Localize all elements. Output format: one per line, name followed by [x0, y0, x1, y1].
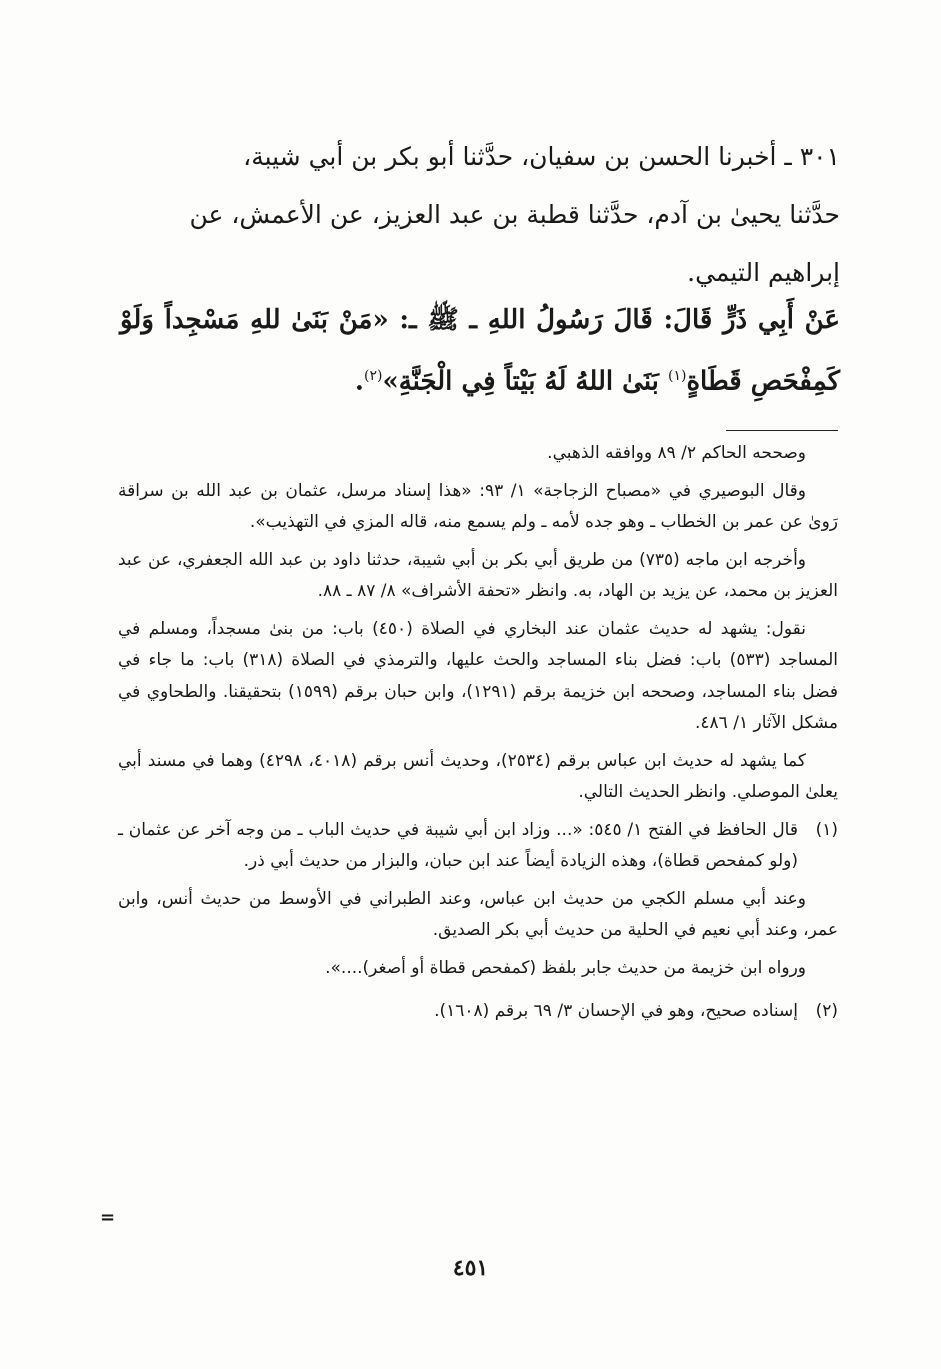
footnote-1 — [118, 815, 838, 991]
footnote-ref-2: (٢) — [363, 368, 383, 384]
page-number: ٤٥١ — [452, 1255, 489, 1281]
footnote-2-text: إسناده صحيح، وهو في الإحسان ٣/ ٦٩ برقم (١٦٠٨). — [434, 1001, 798, 1021]
chain-line-2: حدَّثنا يحيىٰ بن آدم، حدَّثنا قطبة بن عبد العزيز، عن الأعمش، عن — [189, 200, 840, 229]
footnote-1-text: قال الحافظ في الفتح ١/ ٥٤٥: «... وزاد ابن أبي شيبة في حديث الباب ـ من وجه آخر عن عثمان ـ (ولو كمفحص قطاة)، وهذه الزيادة أيضاً عند ابن حبان، والبزار من حديث أبي ذر. — [118, 819, 798, 871]
hadith-chain — [120, 128, 840, 302]
footnote-paragraph: وصححه الحاكم ٢/ ٨٩ ووافقه الذهبي. — [547, 443, 806, 463]
footnote-paragraph: نقول: يشهد له حديث عثمان عند البخاري في الصلاة (٤٥٠) باب: من بنىٰ مسجداً، ومسلم في المساجد (٥٣٣) باب: فضل بناء المساجد والحث عليها، والترمذي في الصلاة (٣١٨) باب: ما جاء في فضل بناء المساجد، وصححه ابن خزيمة برقم (١٢٩١)، وابن حبان برقم (١٥٩٩) بتحقيقنا. والطحاوي في مشكل الآثار ١/ ٤٨٦. — [118, 618, 839, 733]
footnote-1-text: وعند أبي مسلم الكجي من حديث ابن عباس، وعند الطبراني في الأوسط من حديث أنس، وابن عمر، وعند أبي نعيم في الحلية من حديث أبي بكر الصديق. — [118, 888, 838, 940]
continuation-mark: = — [100, 1207, 116, 1228]
hadith-end-mark: . — [354, 366, 364, 397]
footnote-2-marker: (٢) — [815, 1001, 838, 1021]
hadith-body-end: بَنَىٰ اللهُ لَهُ بَيْتاً فِي الْجَنَّةِ» — [382, 366, 668, 397]
footnote-ref-1: (١) — [667, 368, 687, 384]
footnote-paragraph: كما يشهد له حديث ابن عباس برقم (٢٥٣٤)، وحديث أنس برقم (٤٠١٨، ٤٢٩٨) وهما في مسند أبي يعلىٰ الموصلي. وانظر الحديث التالي. — [118, 750, 838, 802]
chain-line-3: إبراهيم التيمي. — [687, 258, 840, 287]
footnote-2-body — [118, 996, 798, 1034]
hadith-body: عَنْ أَبِي ذَرٍّ قَالَ: قَالَ رَسُولُ اللهِ ـ ﷺ ـ: «مَنْ بَنَىٰ للهِ مَسْجِداً وَلَوْ كَمِفْحَصِ قَطَاةٍ — [120, 305, 840, 397]
footnote-divider — [726, 430, 838, 431]
chain-line-1: ٣٠١ ـ أخبرنا الحسن بن سفيان، حدَّثنا أبو بكر بن أبي شيبة، — [243, 142, 840, 171]
footnote-1-marker: (١) — [815, 819, 838, 840]
footnote-1-body — [118, 815, 838, 991]
hadith-text — [120, 292, 840, 410]
footnotes — [118, 438, 838, 1040]
footnote-1-text: ورواه ابن خزيمة من حديث جابر بلفظ (كمفحص قطاة أو أصغر)....». — [325, 957, 806, 978]
footnote-paragraph: وأخرجه ابن ماجه (٧٣٥) من طريق أبي بكر بن أبي شيبة، حدثنا داود بن عبد الله الجعفري، عن عبد العزيز بن محمد، عن يزيد بن الهاد، به. وانظر «تحفة الأشراف» ٨/ ٨٧ ـ ٨٨. — [118, 549, 838, 601]
footnote-2 — [118, 996, 838, 1034]
footnote-paragraph: وقال البوصيري في «مصباح الزجاجة» ١/ ٩٣: «هذا إسناد مرسل، عثمان بن عبد الله بن سراقة رَوىٰ عن عمر بن الخطاب ـ وهو جده لأمه ـ ولم يسمع منه، قاله المزي في التهذيب». — [118, 480, 838, 532]
